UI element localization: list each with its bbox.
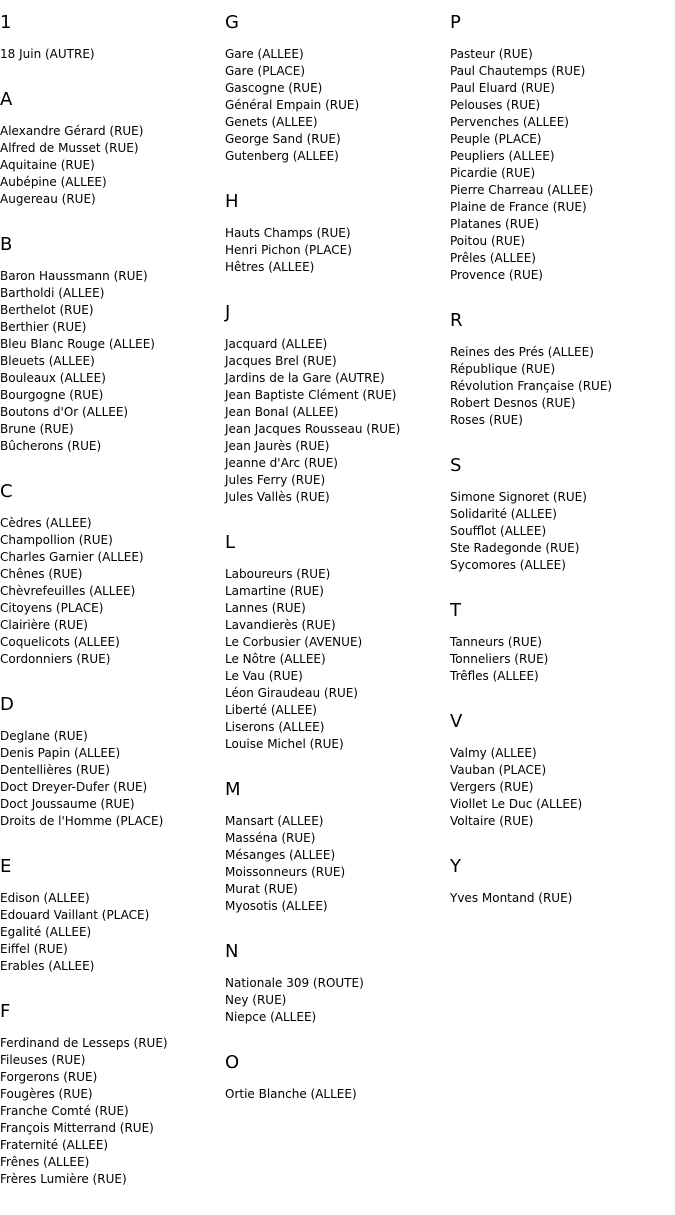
street-link[interactable]: Fraternité (ALLEE)	[0, 1138, 109, 1152]
letter-heading: 1	[0, 12, 12, 33]
street-list	[450, 344, 675, 429]
street-link[interactable]: Bouleaux (ALLEE)	[0, 371, 106, 385]
street-link[interactable]: Robert Desnos (RUE)	[450, 396, 576, 410]
street-list	[0, 123, 225, 208]
letter-group	[450, 456, 675, 574]
street-link[interactable]: République (RUE)	[450, 362, 556, 376]
street-link[interactable]: Bleu Blanc Rouge (ALLEE)	[0, 337, 155, 351]
street-link[interactable]: Gascogne (RUE)	[225, 81, 323, 95]
letter-group	[0, 13, 225, 63]
street-link[interactable]: Chèvrefeuilles (ALLEE)	[0, 584, 136, 598]
street-link[interactable]: Valmy (ALLEE)	[450, 746, 537, 760]
street-link[interactable]: Ferdinand de Lesseps (RUE)	[0, 1036, 168, 1050]
street-link[interactable]: Masséna (RUE)	[225, 831, 316, 845]
street-link[interactable]: Général Empain (RUE)	[225, 98, 360, 112]
street-link[interactable]: Le Corbusier (AVENUE)	[225, 635, 363, 649]
street-link[interactable]: Jacques Brel (RUE)	[225, 354, 337, 368]
street-link[interactable]: Jacquard (ALLEE)	[225, 337, 328, 351]
street-link[interactable]: Pierre Charreau (ALLEE)	[450, 183, 594, 197]
letter-heading: V	[450, 711, 463, 732]
street-link[interactable]: Lannes (RUE)	[225, 601, 306, 615]
street-link[interactable]: Alexandre Gérard (RUE)	[0, 124, 144, 138]
street-link[interactable]: Gare (ALLEE)	[225, 47, 304, 61]
letter-heading: E	[0, 856, 12, 877]
letter-group	[225, 13, 450, 165]
street-link[interactable]: Jean Baptiste Clément (RUE)	[225, 388, 397, 402]
street-link[interactable]: Forgerons (RUE)	[0, 1070, 98, 1084]
letter-group	[225, 1053, 450, 1103]
street-index-column-3	[450, 0, 675, 934]
street-list	[225, 46, 450, 165]
street-link[interactable]: Denis Papin (ALLEE)	[0, 746, 121, 760]
letter-group	[225, 533, 450, 753]
street-list	[450, 46, 675, 284]
street-list	[225, 566, 450, 753]
letter-heading: L	[225, 532, 236, 553]
street-link[interactable]: Poitou (RUE)	[450, 234, 526, 248]
street-link[interactable]: Fougères (RUE)	[0, 1087, 93, 1101]
street-link[interactable]: Deglane (RUE)	[0, 729, 88, 743]
street-link[interactable]: Liserons (ALLEE)	[225, 720, 325, 734]
street-link[interactable]: Cordonniers (RUE)	[0, 652, 111, 666]
street-link[interactable]: Doct Joussaume (RUE)	[0, 797, 135, 811]
letter-group	[0, 857, 225, 975]
street-list	[0, 46, 225, 63]
letter-heading: H	[225, 191, 239, 212]
street-link[interactable]: Fileuses (RUE)	[0, 1053, 86, 1067]
street-link[interactable]: Alfred de Musset (RUE)	[0, 141, 139, 155]
letter-group	[225, 192, 450, 276]
street-link[interactable]: Trêfles (ALLEE)	[450, 669, 539, 683]
street-link[interactable]: Vergers (RUE)	[450, 780, 534, 794]
street-link[interactable]: Jules Vallès (RUE)	[225, 490, 330, 504]
street-link[interactable]: Hêtres (ALLEE)	[225, 260, 315, 274]
street-list	[0, 515, 225, 668]
street-list	[225, 336, 450, 506]
street-link[interactable]: Vauban (PLACE)	[450, 763, 547, 777]
street-link[interactable]: Louise Michel (RUE)	[225, 737, 344, 751]
street-list	[450, 745, 675, 830]
street-index-column-2	[225, 0, 450, 1130]
street-list	[225, 1086, 450, 1103]
street-link[interactable]: Berthelot (RUE)	[0, 303, 94, 317]
street-link[interactable]: Jean Bonal (ALLEE)	[225, 405, 339, 419]
street-link[interactable]: Bourgogne (RUE)	[0, 388, 104, 402]
street-link[interactable]: Mansart (ALLEE)	[225, 814, 324, 828]
letter-heading: Y	[450, 856, 461, 877]
street-link[interactable]: Droits de l'Homme (PLACE)	[0, 814, 164, 828]
letter-heading: T	[450, 600, 461, 621]
street-list	[450, 489, 675, 574]
street-link[interactable]: Prêles (ALLEE)	[450, 251, 536, 265]
street-link[interactable]: Hauts Champs (RUE)	[225, 226, 351, 240]
letter-heading: O	[225, 1052, 240, 1073]
street-link[interactable]: Baron Haussmann (RUE)	[0, 269, 148, 283]
letter-heading: P	[450, 12, 461, 33]
letter-heading: R	[450, 310, 463, 331]
letter-heading: C	[0, 481, 13, 502]
street-link[interactable]: Sycomores (ALLEE)	[450, 558, 566, 572]
street-link[interactable]: Nationale 309 (ROUTE)	[225, 976, 364, 990]
street-link[interactable]: Egalité (ALLEE)	[0, 925, 92, 939]
street-link[interactable]: Voltaire (RUE)	[450, 814, 534, 828]
street-link[interactable]: Tanneurs (RUE)	[450, 635, 542, 649]
street-link[interactable]: Citoyens (PLACE)	[0, 601, 104, 615]
street-link[interactable]: Mésanges (ALLEE)	[225, 848, 336, 862]
street-link[interactable]: Le Vau (RUE)	[225, 669, 303, 683]
street-link[interactable]: Peupliers (ALLEE)	[450, 149, 555, 163]
street-list	[0, 890, 225, 975]
letter-group	[450, 601, 675, 685]
street-link[interactable]: Gutenberg (ALLEE)	[225, 149, 339, 163]
letter-group	[225, 942, 450, 1026]
street-link[interactable]: Ortie Blanche (ALLEE)	[225, 1087, 357, 1101]
street-index-column-1	[0, 0, 225, 1215]
street-link[interactable]: Bleuets (ALLEE)	[0, 354, 95, 368]
street-link[interactable]: Solidarité (ALLEE)	[450, 507, 557, 521]
street-link[interactable]: Platanes (RUE)	[450, 217, 540, 231]
letter-group	[0, 235, 225, 455]
street-link[interactable]: François Mitterrand (RUE)	[0, 1121, 154, 1135]
street-link[interactable]: Paul Chautemps (RUE)	[450, 64, 586, 78]
street-link[interactable]: Viollet Le Duc (ALLEE)	[450, 797, 583, 811]
street-link[interactable]: Ney (RUE)	[225, 993, 287, 1007]
letter-heading: G	[225, 12, 239, 33]
street-link[interactable]: Picardie (RUE)	[450, 166, 536, 180]
street-link[interactable]: Genets (ALLEE)	[225, 115, 318, 129]
letter-heading: M	[225, 779, 241, 800]
street-link[interactable]: Niepce (ALLEE)	[225, 1010, 317, 1024]
street-list	[225, 975, 450, 1026]
street-link[interactable]: Champollion (RUE)	[0, 533, 113, 547]
letter-group	[0, 1002, 225, 1188]
street-link[interactable]: Pasteur (RUE)	[450, 47, 533, 61]
street-link[interactable]: Léon Giraudeau (RUE)	[225, 686, 358, 700]
letter-heading: S	[450, 455, 462, 476]
street-link[interactable]: Gare (PLACE)	[225, 64, 306, 78]
street-list	[0, 1035, 225, 1188]
street-link[interactable]: Coquelicots (ALLEE)	[0, 635, 120, 649]
street-list	[0, 268, 225, 455]
street-link[interactable]: Ste Radegonde (RUE)	[450, 541, 580, 555]
letter-group	[450, 857, 675, 907]
street-link[interactable]: Jean Jacques Rousseau (RUE)	[225, 422, 401, 436]
street-list	[0, 728, 225, 830]
street-link[interactable]: Bartholdi (ALLEE)	[0, 286, 105, 300]
street-link[interactable]: Pervenches (ALLEE)	[450, 115, 569, 129]
letter-heading: A	[0, 89, 13, 110]
street-link[interactable]: Moissonneurs (RUE)	[225, 865, 346, 879]
letter-group	[450, 712, 675, 830]
street-link[interactable]: Aubépine (ALLEE)	[0, 175, 107, 189]
street-link[interactable]: Dentellières (RUE)	[0, 763, 110, 777]
street-link[interactable]: Révolution Française (RUE)	[450, 379, 613, 393]
street-link[interactable]: Augereau (RUE)	[0, 192, 96, 206]
street-link[interactable]: Eiffel (RUE)	[0, 942, 68, 956]
street-link[interactable]: Henri Pichon (PLACE)	[225, 243, 352, 257]
street-link[interactable]: Roses (RUE)	[450, 413, 523, 427]
street-link[interactable]: Charles Garnier (ALLEE)	[0, 550, 144, 564]
street-list	[225, 813, 450, 915]
street-link[interactable]: Edouard Vaillant (PLACE)	[0, 908, 150, 922]
letter-heading: B	[0, 234, 13, 255]
letter-group	[0, 90, 225, 208]
street-link[interactable]: Aquitaine (RUE)	[0, 158, 95, 172]
street-list	[225, 225, 450, 276]
letter-heading: N	[225, 941, 239, 962]
street-link[interactable]: Yves Montand (RUE)	[450, 891, 573, 905]
letter-group	[0, 695, 225, 830]
street-link[interactable]: Bûcherons (RUE)	[0, 439, 102, 453]
street-link[interactable]: 18 Juin (AUTRE)	[0, 47, 95, 61]
street-link[interactable]: Chênes (RUE)	[0, 567, 83, 581]
street-link[interactable]: Tonneliers (RUE)	[450, 652, 549, 666]
street-link[interactable]: Jardins de la Gare (AUTRE)	[225, 371, 385, 385]
street-link[interactable]: Pelouses (RUE)	[450, 98, 541, 112]
street-list	[450, 890, 675, 907]
street-link[interactable]: Murat (RUE)	[225, 882, 298, 896]
street-link[interactable]: Berthier (RUE)	[0, 320, 87, 334]
street-link[interactable]: Soufflot (ALLEE)	[450, 524, 547, 538]
street-link[interactable]: Jean Jaurès (RUE)	[225, 439, 330, 453]
street-link[interactable]: Simone Signoret (RUE)	[450, 490, 587, 504]
letter-group	[225, 303, 450, 506]
street-link[interactable]: Jules Ferry (RUE)	[225, 473, 326, 487]
street-link[interactable]: Edison (ALLEE)	[0, 891, 90, 905]
street-link[interactable]: Clairière (RUE)	[0, 618, 88, 632]
street-link[interactable]: Lamartine (RUE)	[225, 584, 324, 598]
street-link[interactable]: Provence (RUE)	[450, 268, 543, 282]
street-link[interactable]: Plaine de France (RUE)	[450, 200, 587, 214]
street-list	[450, 634, 675, 685]
street-link[interactable]: Peuple (PLACE)	[450, 132, 542, 146]
street-link[interactable]: Myosotis (ALLEE)	[225, 899, 328, 913]
street-link[interactable]: Doct Dreyer-Dufer (RUE)	[0, 780, 148, 794]
street-link[interactable]: Lavandierès (RUE)	[225, 618, 336, 632]
letter-heading: F	[0, 1001, 11, 1022]
letter-group	[0, 482, 225, 668]
letter-group	[225, 780, 450, 915]
street-link[interactable]: Frères Lumière (RUE)	[0, 1172, 127, 1186]
letter-group	[450, 311, 675, 429]
street-link[interactable]: Liberté (ALLEE)	[225, 703, 317, 717]
street-link[interactable]: Cèdres (ALLEE)	[0, 516, 92, 530]
street-link[interactable]: Franche Comté (RUE)	[0, 1104, 129, 1118]
street-link[interactable]: Boutons d'Or (ALLEE)	[0, 405, 129, 419]
street-link[interactable]: Erables (ALLEE)	[0, 959, 95, 973]
street-link[interactable]: Laboureurs (RUE)	[225, 567, 331, 581]
street-link[interactable]: George Sand (RUE)	[225, 132, 341, 146]
street-link[interactable]: Le Nôtre (ALLEE)	[225, 652, 326, 666]
letter-heading: J	[225, 302, 231, 323]
street-link[interactable]: Reines des Prés (ALLEE)	[450, 345, 594, 359]
street-link[interactable]: Jeanne d'Arc (RUE)	[225, 456, 338, 470]
street-link[interactable]: Brune (RUE)	[0, 422, 74, 436]
street-link[interactable]: Frênes (ALLEE)	[0, 1155, 90, 1169]
letter-group	[450, 13, 675, 284]
street-link[interactable]: Paul Eluard (RUE)	[450, 81, 555, 95]
letter-heading: D	[0, 694, 14, 715]
